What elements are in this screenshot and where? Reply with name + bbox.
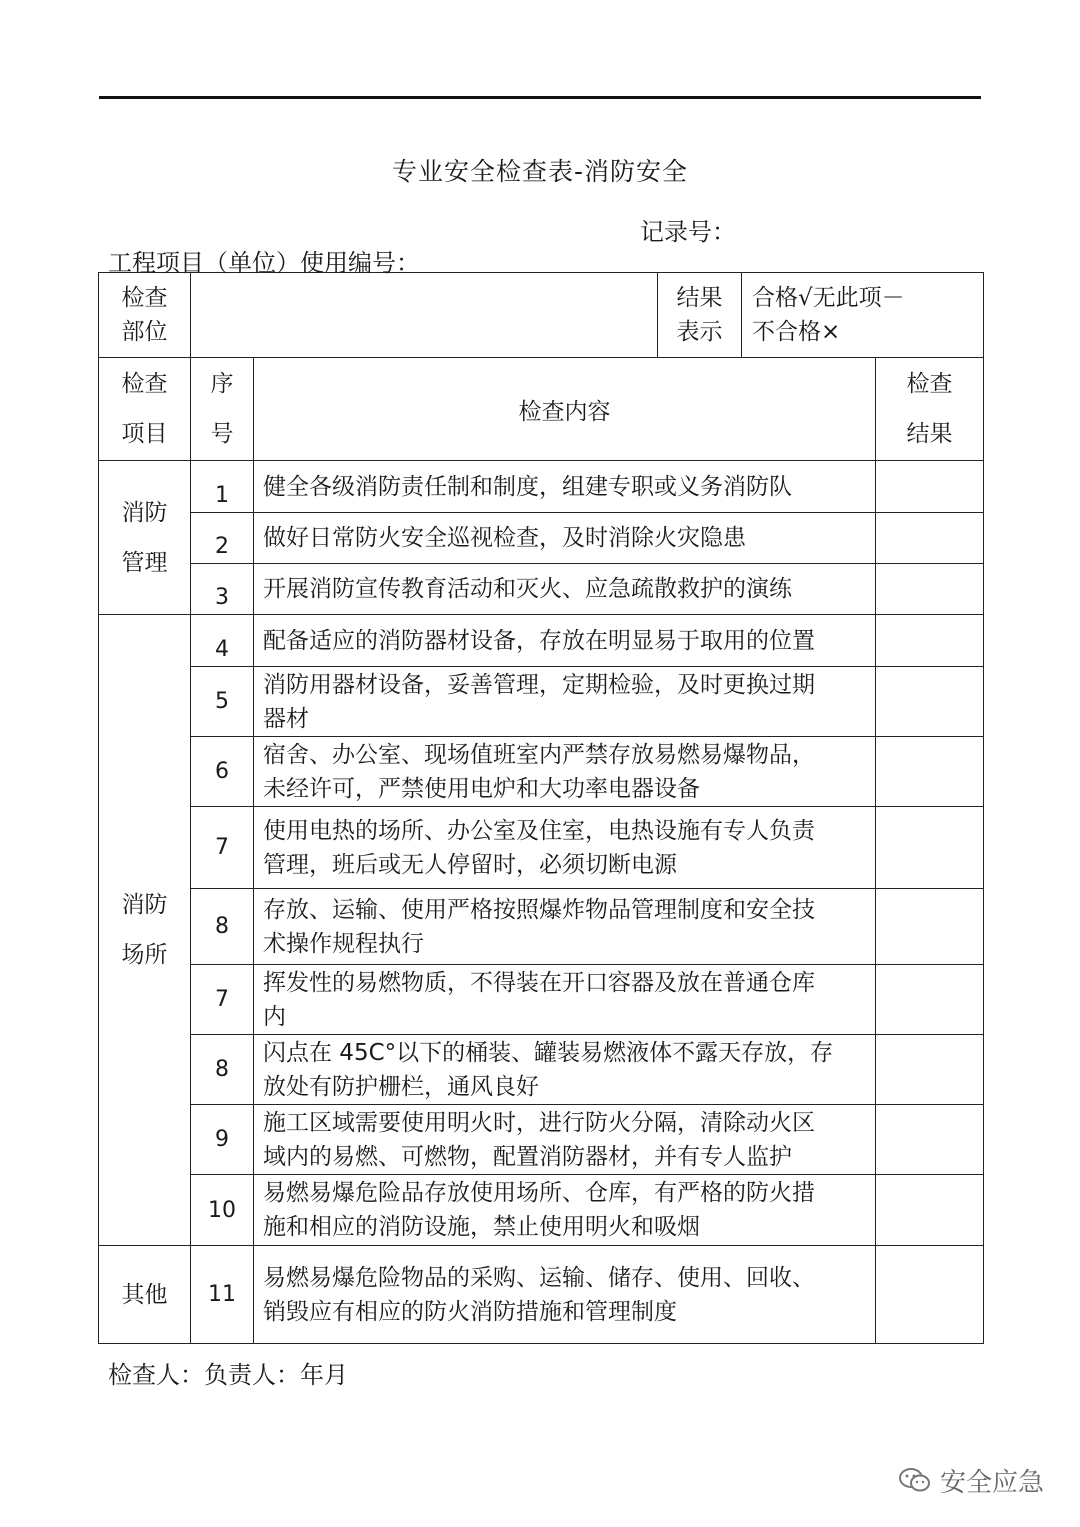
signature-line: 检查人：负责人：年月 [108, 1361, 348, 1389]
table-row [99, 615, 984, 667]
row-result[interactable] [876, 513, 984, 564]
table-row [99, 667, 984, 737]
row-result[interactable] [876, 965, 984, 1035]
row-number: 11 [191, 1246, 254, 1344]
col-header-item: 检查 项目 [99, 358, 191, 461]
row-number: 7 [191, 807, 254, 889]
inspection-table [98, 272, 984, 1344]
table-row [99, 564, 984, 615]
row-number: 1 [191, 461, 254, 513]
row-content: 消防用器材设备，妥善管理，定期检验，及时更换过期 器材 [254, 667, 876, 737]
result-legend-label: 结果 表示 [658, 273, 742, 358]
location-value[interactable] [191, 273, 658, 358]
row-result[interactable] [876, 737, 984, 807]
table-row [99, 1175, 984, 1246]
table-row [99, 513, 984, 564]
result-legend: 合格√无此项－ 不合格× [742, 273, 984, 358]
row-number: 2 [191, 513, 254, 564]
wechat-icon [898, 1466, 932, 1494]
col-header-content: 检查内容 [254, 358, 876, 461]
row-result[interactable] [876, 807, 984, 889]
table-row [99, 1105, 984, 1175]
row-result[interactable] [876, 1105, 984, 1175]
row-result[interactable] [876, 1175, 984, 1246]
row-content: 存放、运输、使用严格按照爆炸物品管理制度和安全技 术操作规程执行 [254, 889, 876, 965]
table-row [99, 965, 984, 1035]
row-content: 易燃易爆危险品存放使用场所、仓库，有严格的防火措 施和相应的消防设施，禁止使用明火和吸烟 [254, 1175, 876, 1246]
table-row [99, 889, 984, 965]
table-row [99, 1035, 984, 1105]
table-row [99, 737, 984, 807]
row-result[interactable] [876, 461, 984, 513]
row-content: 挥发性的易燃物质，不得装在开口容器及放在普通仓库 内 [254, 965, 876, 1035]
row-number: 10 [191, 1175, 254, 1246]
category-fire-management: 消防 管理 [99, 461, 191, 615]
top-rule [99, 96, 981, 99]
col-header-seq: 序 号 [191, 358, 254, 461]
row-number: 3 [191, 564, 254, 615]
project-number-label: 工程项目（单位）使用编号： [108, 249, 420, 277]
row-result[interactable] [876, 615, 984, 667]
row-content: 易燃易爆危险物品的采购、运输、储存、使用、回收、 销毁应有相应的防火消防措施和管理制度 [254, 1246, 876, 1344]
category-fire-sites: 消防 场所 [99, 615, 191, 1246]
row-number: 6 [191, 737, 254, 807]
row-content: 做好日常防火安全巡视检查，及时消除火灾隐患 [254, 513, 876, 564]
row-result[interactable] [876, 889, 984, 965]
row-result[interactable] [876, 564, 984, 615]
row-result[interactable] [876, 1246, 984, 1344]
table-row [99, 1246, 984, 1344]
table-row [99, 807, 984, 889]
row-result[interactable] [876, 667, 984, 737]
row-number: 4 [191, 615, 254, 667]
row-content: 闪点在 45C°以下的桶装、罐装易燃液体不露天存放，存 放处有防护栅栏，通风良好 [254, 1035, 876, 1105]
row-content: 健全各级消防责任制和制度，组建专职或义务消防队 [254, 461, 876, 513]
record-number-label: 记录号： [640, 218, 736, 246]
row-number: 9 [191, 1105, 254, 1175]
row-content: 施工区域需要使用明火时，进行防火分隔，清除动火区 域内的易燃、可燃物，配置消防器材，并有专人监护 [254, 1105, 876, 1175]
col-header-result: 检查 结果 [876, 358, 984, 461]
row-content: 配备适应的消防器材设备，存放在明显易于取用的位置 [254, 615, 876, 667]
row-number: 8 [191, 889, 254, 965]
location-label: 检查 部位 [99, 273, 191, 358]
page-title: 专业安全检查表-消防安全 [391, 157, 689, 186]
watermark [898, 1462, 1044, 1498]
category-other: 其他 [99, 1246, 191, 1344]
watermark-text: 安全应急 [940, 1467, 1045, 1498]
row-number: 7 [191, 965, 254, 1035]
row-result[interactable] [876, 1035, 984, 1105]
header-row [99, 273, 984, 358]
table-row [99, 461, 984, 513]
row-number: 5 [191, 667, 254, 737]
row-number: 8 [191, 1035, 254, 1105]
row-content: 开展消防宣传教育活动和灭火、应急疏散救护的演练 [254, 564, 876, 615]
column-header-row [99, 358, 984, 461]
row-content: 宿舍、办公室、现场值班室内严禁存放易燃易爆物品， 未经许可，严禁使用电炉和大功率电器设备 [254, 737, 876, 807]
row-content: 使用电热的场所、办公室及住室，电热设施有专人负责 管理，班后或无人停留时，必须切断电源 [254, 807, 876, 889]
